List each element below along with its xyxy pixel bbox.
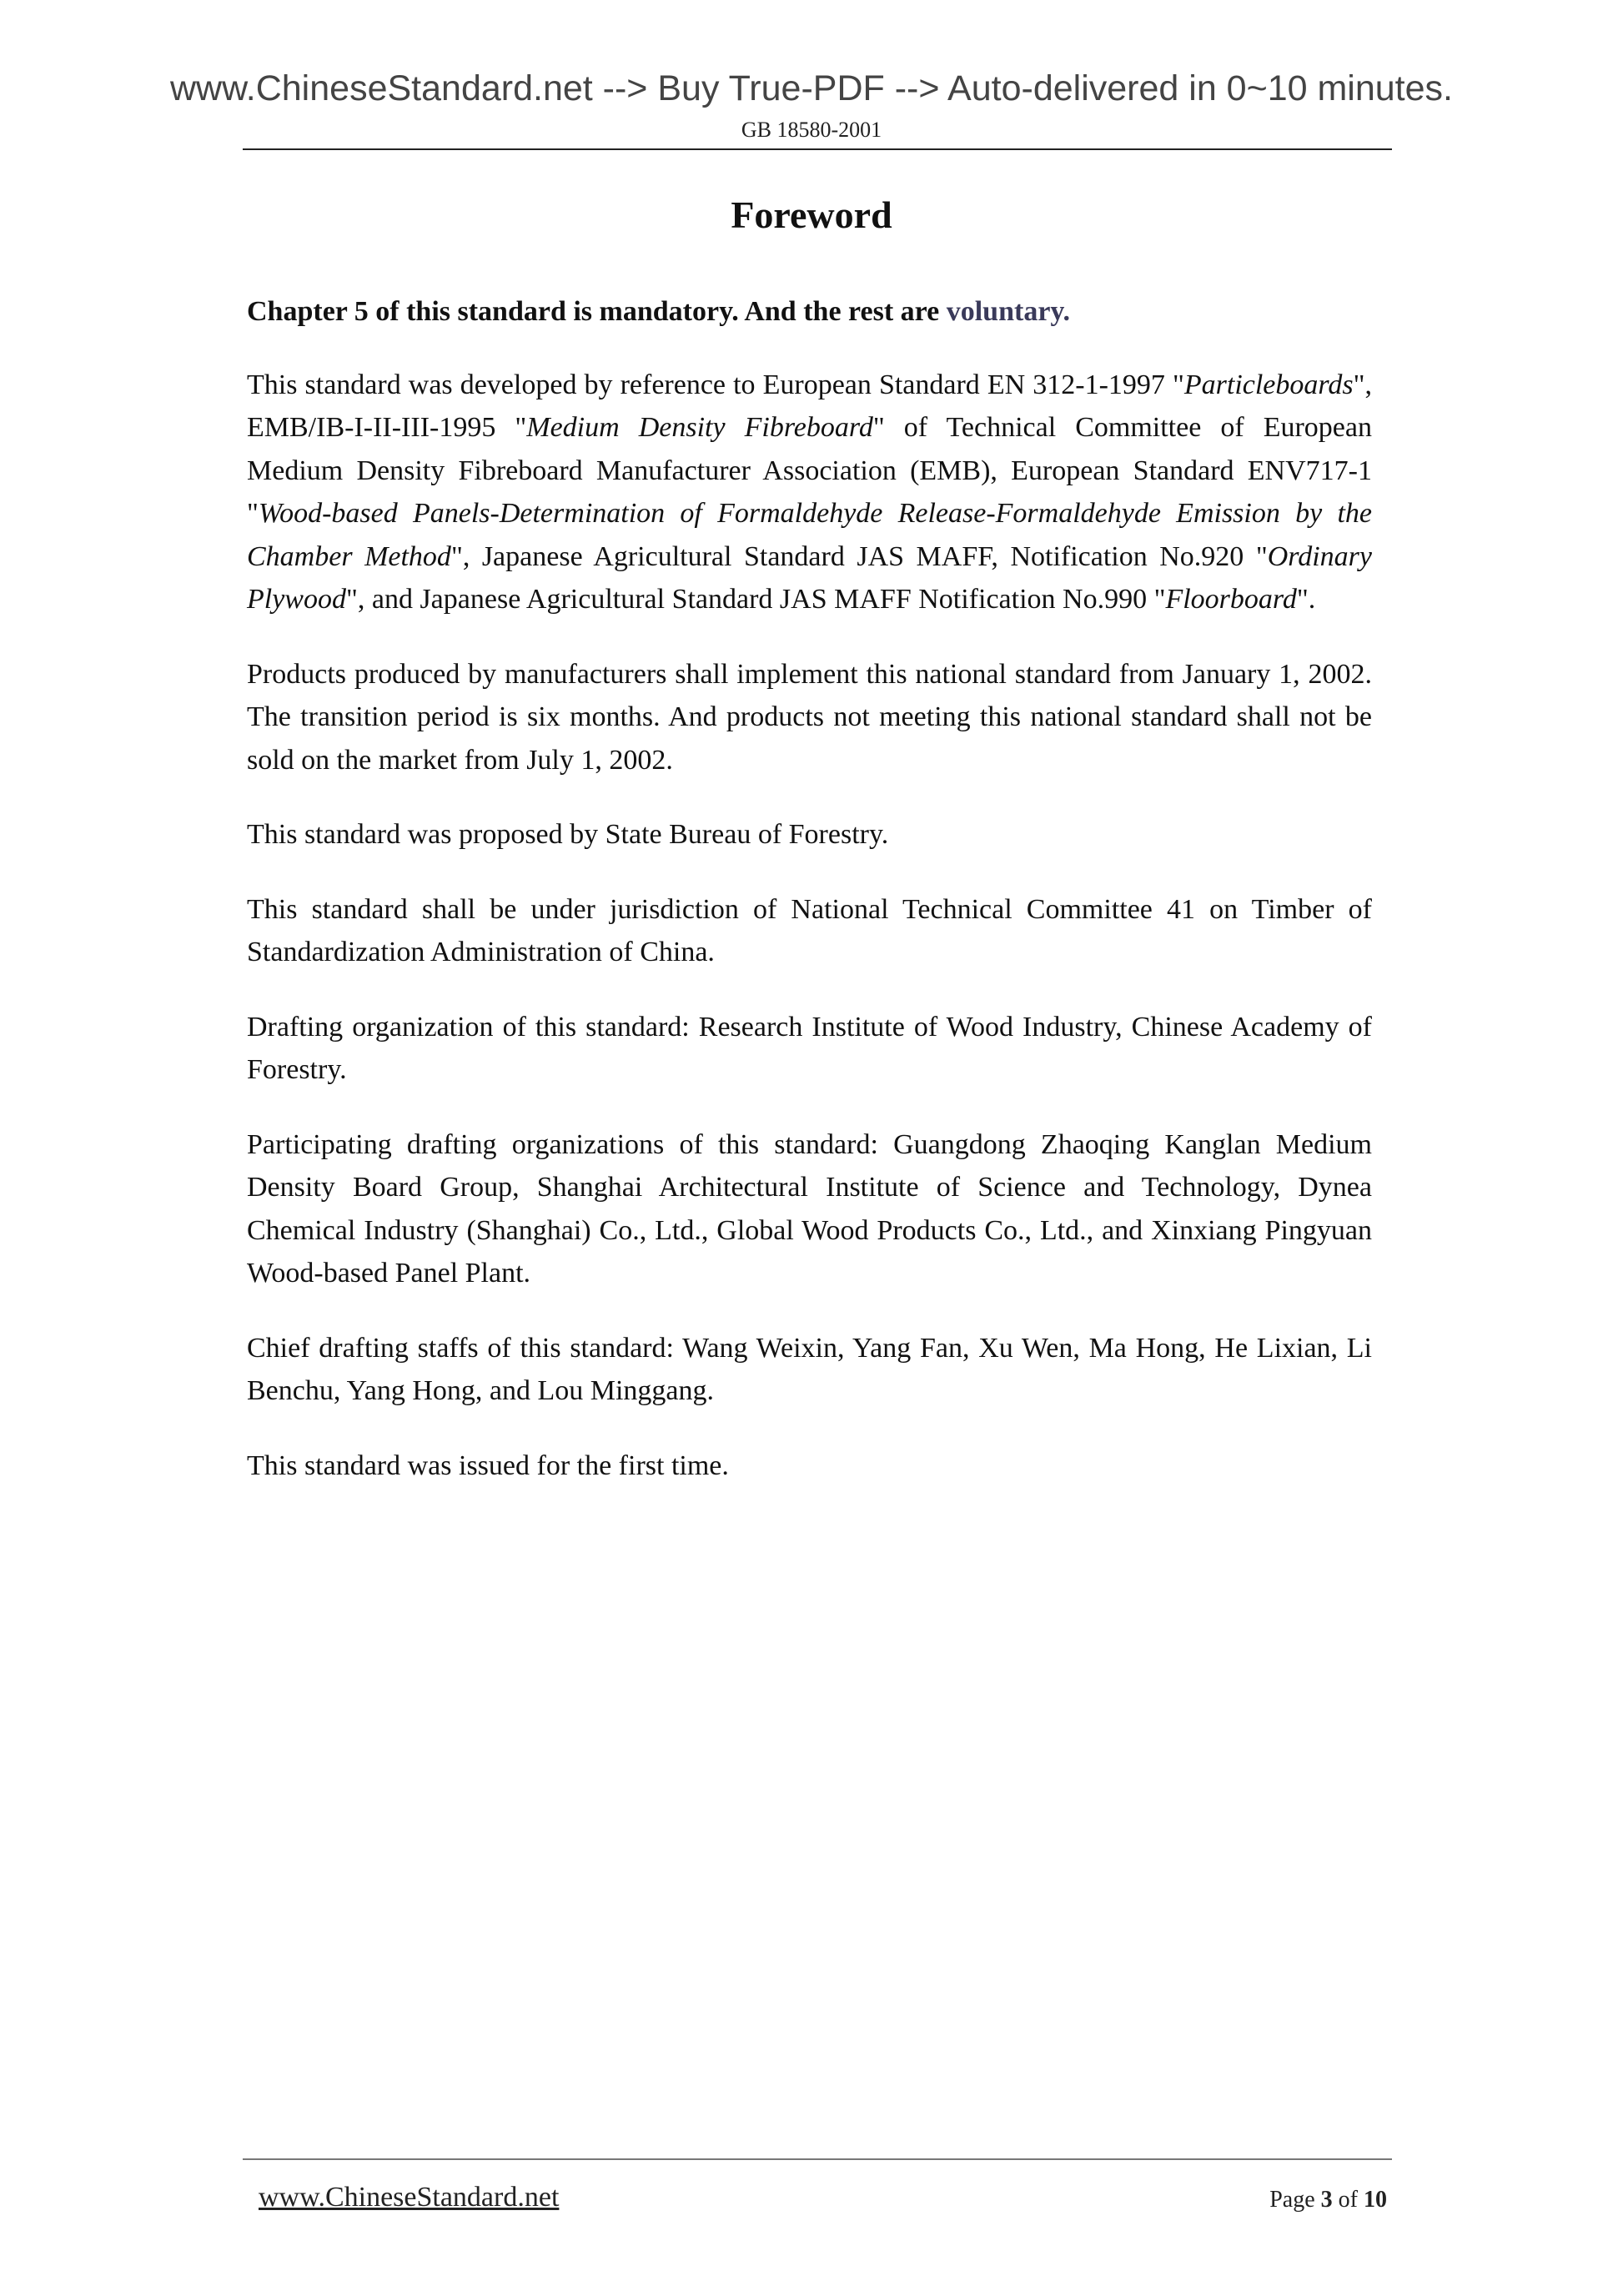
voluntary-word: voluntary. xyxy=(946,296,1071,327)
reference-text: " of Technical Committee of European Medium Density Fibreboard Manufacturer Association (EMB), European Standard ENV717-1 " xyxy=(247,412,1372,529)
foreword-body xyxy=(247,290,1372,1519)
reference-title: Medium Density Fibreboard xyxy=(526,412,873,443)
document-number: GB 18580-2001 xyxy=(741,118,882,142)
reference-text: ". xyxy=(1296,584,1316,615)
chief-staff-paragraph: Chief drafting staffs of this standard: Wang Weixin, Yang Fan, Xu Wen, Ma Hong, He Lixian, Li Benchu, Yang Hong, and Lou Minggang. xyxy=(247,1332,1372,1406)
reference-text: ", Japanese Agricultural Standard JAS MAFF, Notification No.920 " xyxy=(450,540,1268,572)
page-total: 10 xyxy=(1364,2187,1387,2213)
drafting-organization-paragraph: Drafting organization of this standard: Research Institute of Wood Industry, Chinese Academy of Forestry. xyxy=(247,1011,1372,1085)
footer-divider xyxy=(243,2158,1392,2160)
implementation-paragraph: Products produced by manufacturers shall implement this national standard from January 1, 2002. The transition period is six months. And products not meeting this national standard shall not be sold on the market from July 1, 2002. xyxy=(247,658,1372,776)
reference-text: ", and Japanese Agricultural Standard JAS MAFF Notification No.990 " xyxy=(345,584,1166,615)
page-label: Page xyxy=(1269,2187,1321,2213)
page-current: 3 xyxy=(1320,2187,1333,2213)
reference-title: Particleboards xyxy=(1183,369,1354,400)
page-of: of xyxy=(1332,2187,1364,2213)
reference-title: Ordinary Plywood xyxy=(247,540,1372,615)
mandatory-statement xyxy=(247,290,1372,334)
reference-text: This standard was developed by reference to European Standard EN 312-1-1997 " xyxy=(247,369,1184,400)
header-banner: www.ChineseStandard.net --> Buy True-PDF --> Auto-delivered in 0~10 minutes. xyxy=(169,68,1453,108)
page-title: Foreword xyxy=(731,193,892,236)
footer-website-link[interactable]: www.ChineseStandard.net xyxy=(259,2182,560,2213)
reference-text: ", EMB/IB-I-II-III-1995 " xyxy=(247,369,1372,443)
reference-title: Wood-based Panels-Determination of Formaldehyde Release-Formaldehyde Emission by the Chamber Method xyxy=(247,498,1372,572)
reference-title: Floorboard xyxy=(1165,584,1297,615)
first-issue-paragraph: This standard was issued for the first time. xyxy=(247,1449,729,1481)
page-number xyxy=(1269,2183,1387,2217)
mandatory-statement-text: Chapter 5 of this standard is mandatory. And the rest are xyxy=(247,296,947,327)
jurisdiction-paragraph: This standard shall be under jurisdiction of National Technical Committee 41 on Timber of Standardization Administration of China. xyxy=(247,893,1372,967)
proposed-paragraph: This standard was proposed by State Bureau of Forestry. xyxy=(247,819,889,850)
participating-organizations-paragraph: Participating drafting organizations of this standard: Guangdong Zhaoqing Kanglan Medium Density Board Group, Shanghai Architectural Institute of Science and Technology, Dynea Chemical Industry (Shanghai) Co., Ltd., Global Wood Products Co., Ltd., and Xinxiang Pingyuan Wood-based Panel Plant. xyxy=(247,1128,1372,1289)
reference-paragraph xyxy=(247,364,1372,621)
header-divider xyxy=(243,148,1392,150)
